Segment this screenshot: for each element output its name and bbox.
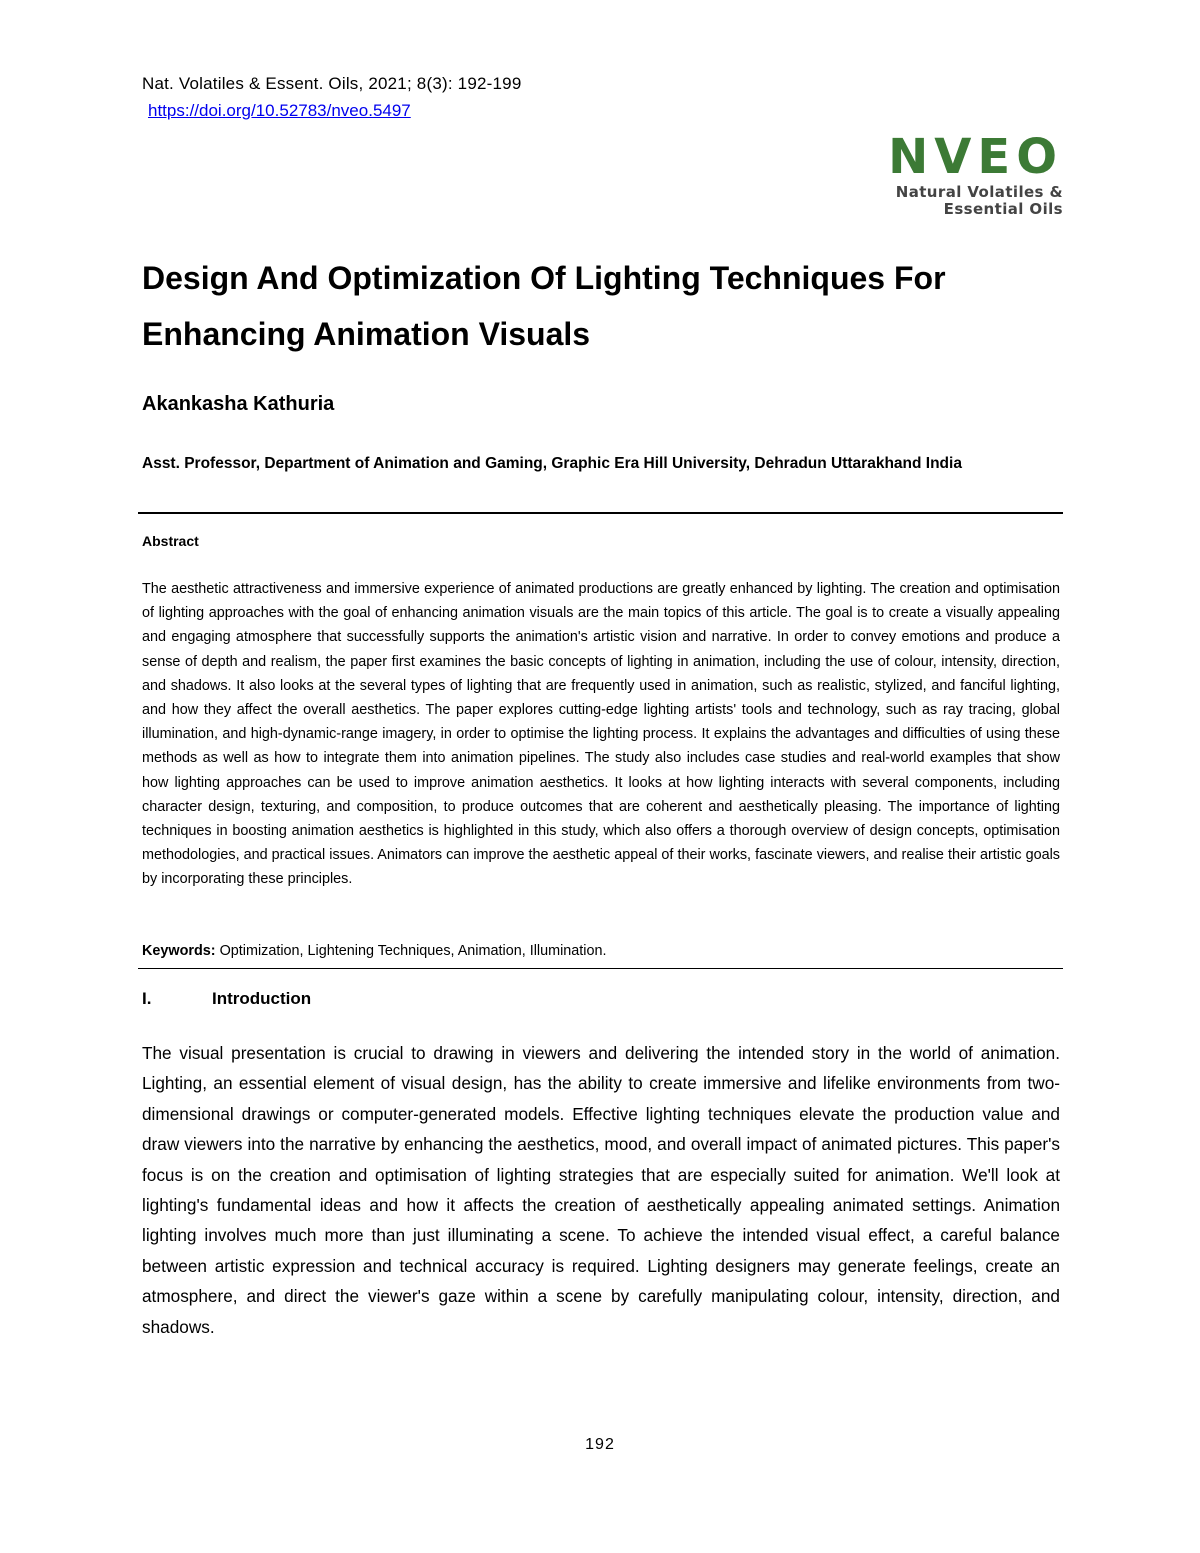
logo-subtitle-line-1: Natural Volatiles & [895,183,1063,201]
keywords-label: Keywords: [142,943,216,959]
journal-logo [858,130,1063,218]
section-heading-introduction [142,989,311,1009]
introduction-body: The visual presentation is crucial to drawing in viewers and delivering the intended story in the world of animation. Lighting, an essential element of visual design, has the ability to create immersive and lifelike environments from two-dimensional drawings or computer-generated models. Effective lighting techniques elevate the production value and draw viewers into the narrative by enhancing the aesthetics, mood, and overall impact of animated pictures. This paper's focus is on the creation and optimisation of lighting strategies that are especially suited for animation. We'll look at lighting's fundamental ideas and how it affects the creation of aesthetically appealing animated settings. Animation lighting involves much more than just illuminating a scene. To achieve the intended visual effect, a careful balance between artistic expression and technical accuracy is required. Lighting designers may generate feelings, create an atmosphere, and direct the viewer's gaze within a scene by carefully manipulating colour, intensity, direction, and shadows. [142,1043,1060,1337]
journal-reference: Nat. Volatiles & Essent. Oils, 2021; 8(3): 192-199 [142,74,522,93]
keywords-line [142,943,607,959]
abstract-body: The aesthetic attractiveness and immersive experience of animated productions are greatly enhanced by lighting. The creation and optimisation of lighting approaches with the goal of enhancing animation visuals are the main topics of this article. The goal is to create a visually appealing and engaging atmosphere that successfully supports the animation's artistic vision and narrative. In order to convey emotions and produce a sense of depth and realism, the paper first examines the basic concepts of lighting in animation, including the use of colour, intensity, direction, and shadows. It also looks at the several types of lighting that are frequently used in animation, such as realistic, stylized, and fanciful lighting, and how they affect the overall aesthetics. The paper explores cutting-edge lighting artists' tools and technology, such as ray tracing, global illumination, and high-dynamic-range imagery, in order to optimise the lighting process. It explains the advantages and difficulties of using these methods as well as how to integrate them into animation pipelines. The study also includes case studies and real-world examples that show how lighting approaches can be used to improve animation aesthetics. It looks at how lighting interacts with several components, including character design, texturing, and composition, to produce outcomes that are coherent and aesthetically pleasing. The importance of lighting techniques in boosting animation aesthetics is highlighted in this study, which also offers a thorough overview of design concepts, optimisation methodologies, and practical issues. Animators can improve the aesthetic appeal of their works, fascinate viewers, and realise their artistic goals by incorporating these principles. [142,581,1060,888]
author-name: Akankasha Kathuria [142,393,335,415]
section-number: I. [142,989,152,1008]
paper-title: Design And Optimization Of Lighting Techniques For Enhancing Animation Visuals [142,260,946,352]
keywords-list: Optimization, Lightening Techniques, Animation, Illumination. [219,943,607,959]
logo-wordmark: NVEO [888,129,1063,185]
abstract-top-divider [138,512,1063,514]
abstract-bottom-divider [138,968,1063,969]
abstract-heading: Abstract [142,533,199,549]
section-title: Introduction [212,989,312,1008]
page-number: 192 [585,1436,615,1453]
author-affiliation: Asst. Professor, Department of Animation and Gaming, Graphic Era Hill University, Dehradun Uttarakhand India [142,455,962,472]
doi-link[interactable]: https://doi.org/10.52783/nveo.5497 [148,101,411,120]
logo-subtitle-line-2: Essential Oils [943,200,1063,218]
